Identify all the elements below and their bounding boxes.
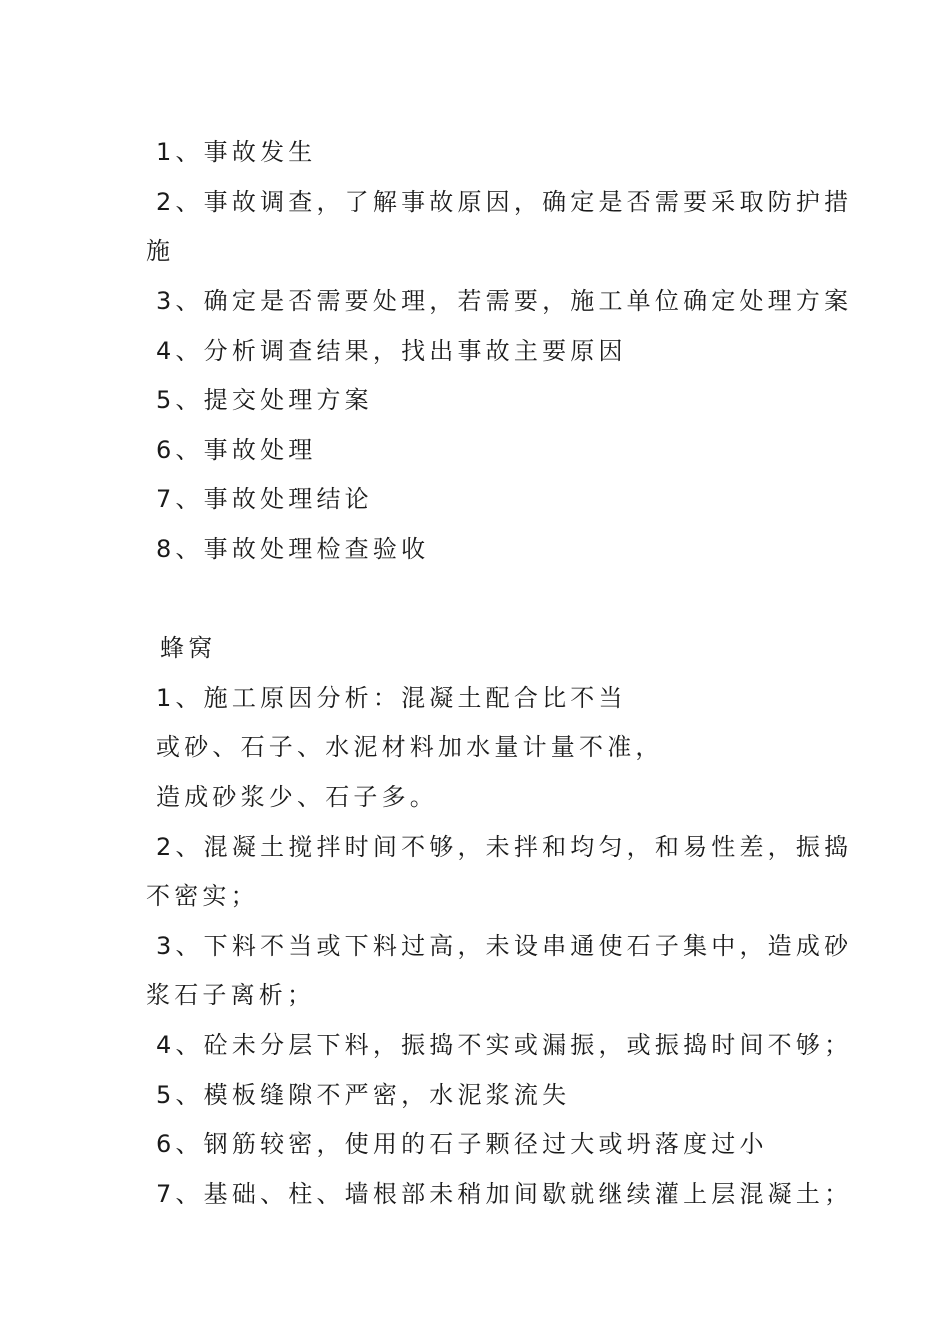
step-7: 7、事故处理结论 bbox=[156, 485, 373, 513]
honeycomb-line-5: 不密实； bbox=[146, 882, 259, 910]
step-2-continued: 施 bbox=[146, 237, 175, 265]
step-1: 1、事故发生 bbox=[156, 138, 317, 166]
honeycomb-line-3: 造成砂浆少、石子多。 bbox=[156, 783, 438, 811]
honeycomb-line-11: 7、基础、柱、墙根部未稍加间歇就继续灌上层混凝土； bbox=[156, 1180, 853, 1208]
honeycomb-line-9: 5、模板缝隙不严密，水泥浆流失 bbox=[156, 1081, 571, 1109]
honeycomb-line-2: 或砂、石子、水泥材料加水量计量不准， bbox=[156, 733, 664, 761]
step-5: 5、提交处理方案 bbox=[156, 386, 373, 414]
step-3: 3、确定是否需要处理，若需要，施工单位确定处理方案 bbox=[156, 287, 853, 315]
step-4: 4、分析调查结果，找出事故主要原因 bbox=[156, 337, 627, 365]
step-6: 6、事故处理 bbox=[156, 436, 317, 464]
step-8: 8、事故处理检查验收 bbox=[156, 535, 430, 563]
honeycomb-line-1: 1、施工原因分析：混凝土配合比不当 bbox=[156, 684, 627, 712]
honeycomb-line-10: 6、钢筋较密，使用的石子颗径过大或坍落度过小 bbox=[156, 1130, 768, 1158]
honeycomb-line-4: 2、混凝土搅拌时间不够，未拌和均匀，和易性差，振捣 bbox=[156, 833, 853, 861]
honeycomb-line-6: 3、下料不当或下料过高，未设串通使石子集中，造成砂 bbox=[156, 932, 853, 960]
honeycomb-line-8: 4、砼未分层下料，振捣不实或漏振，或振捣时间不够； bbox=[156, 1031, 853, 1059]
step-2: 2、事故调查，了解事故原因，确定是否需要采取防护措 bbox=[156, 188, 853, 216]
section-title-honeycomb: 蜂窝 bbox=[160, 634, 217, 662]
honeycomb-line-7: 浆石子离析； bbox=[146, 981, 316, 1009]
